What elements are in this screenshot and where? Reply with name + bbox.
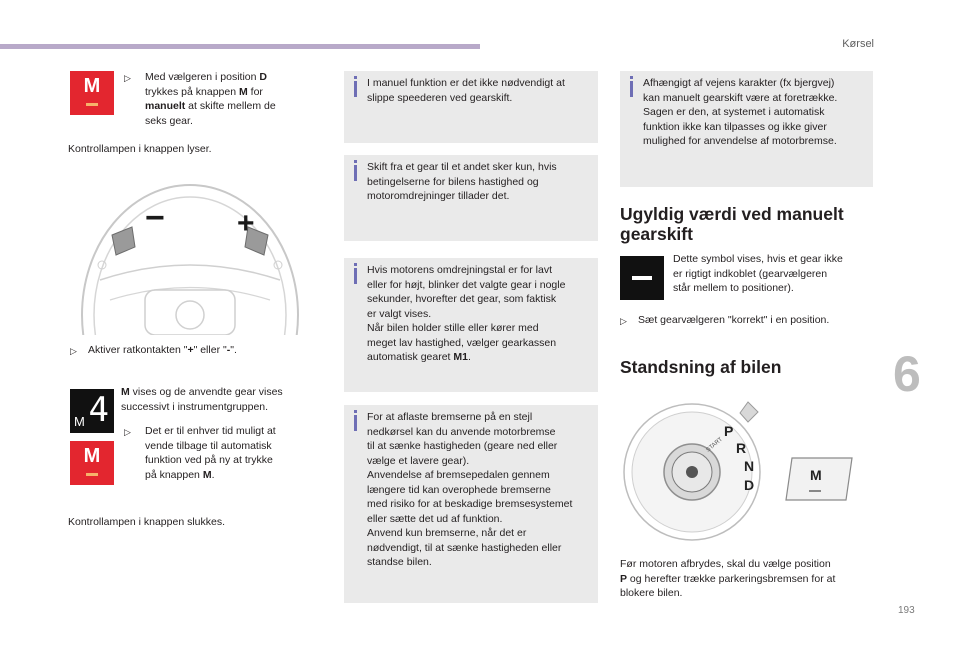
info-line: er valgt vises. — [367, 307, 432, 320]
stop-instruction-text: Før motoren afbrydes, skal du vælge position P og herefter trække parkeringsbremsen for at blokere bilen. — [620, 558, 836, 599]
page-number: 193 — [898, 605, 915, 616]
info-box-4-text — [367, 410, 592, 570]
info-box-2 — [344, 155, 598, 241]
dial-d: D — [744, 477, 755, 493]
m-shown-text: M vises og de anvendte gear vises successivt i instrumentgruppen. — [121, 386, 283, 413]
info-line: standse bilen. — [367, 556, 432, 568]
return-automatic-text: Det er til enhver tid muligt at vende tilbage til automatisk funktion ved på ny at trykke på knappen M. — [145, 425, 276, 481]
info-line: meget lav hastighed, vælger gearkassen — [367, 336, 557, 349]
info-line: eller for højt, blinker det valgte gear i nogle — [367, 278, 566, 291]
gear-display-icon: M 4 — [70, 389, 114, 433]
m-button-icon: M — [70, 71, 114, 115]
bullet-marker: ▷ — [70, 346, 77, 356]
manual-mode-instruction: Med vælgeren i position D trykkes på knappen M for manuelt at skifte mellem de seks gear. — [145, 71, 276, 127]
info-line: motoromdrejninger tillader det. — [367, 190, 510, 202]
invalid-symbol-text: Dette symbol vises, hvis et gear ikke er rigtigt indkoblet (gearvælgeren står mellem to positioner). — [673, 253, 843, 294]
info-line: vælge et lavere gear). — [367, 454, 470, 467]
info-line: For at aflaste bremserne på en stejl — [367, 411, 533, 423]
lamp-on-text: Kontrollampen i knappen lyser. — [68, 143, 212, 155]
bullet-marker: ▷ — [124, 427, 131, 437]
heading-stopping: Standsning af bilen — [620, 357, 782, 377]
info-line: nedkørsel kan du anvende motorbremse — [367, 425, 556, 438]
correct-position-text: Sæt gearvælgeren "korrekt" i en position. — [638, 314, 830, 326]
header-accent-bar — [0, 44, 480, 49]
plus-sign: + — [237, 207, 255, 240]
activate-switch-instruction: Aktiver ratkontakten "+" eller "-". — [88, 344, 237, 356]
info-box-5 — [620, 71, 873, 187]
info-box-3 — [344, 258, 598, 392]
info-box-2-text — [367, 160, 592, 204]
info-line: automatisk gearet — [367, 351, 454, 363]
info-box-5-text — [643, 76, 867, 149]
info-line-bold: M1 — [453, 351, 468, 363]
gear-selector-illustration — [620, 398, 870, 548]
info-box-3-text — [367, 263, 592, 365]
info-line: Hvis motorens omdrejningstal er for lavt — [367, 264, 552, 276]
info-line: Skift fra et gear til et andet sker kun, hvis — [367, 161, 557, 173]
left-paddle-icon — [112, 227, 135, 255]
info-box-1-text — [367, 76, 592, 105]
bullet-marker: ▷ — [620, 316, 627, 326]
start-label: START — [705, 436, 724, 454]
heading-invalid-value: Ugyldig værdi ved manuelt gearskift — [620, 204, 844, 244]
bullet-marker: ▷ — [124, 73, 131, 83]
invalid-gear-icon — [620, 256, 664, 300]
section-title: Kørsel — [842, 38, 874, 50]
info-line: I manuel funktion er det ikke nødvendigt at — [367, 77, 565, 89]
info-line: sekunder, hvorefter det gear, som faktisk — [367, 293, 557, 305]
info-line: mulighed for anvendelse af motorbremse. — [643, 135, 837, 147]
info-line: eller sætte det ud af funktion. — [367, 512, 503, 525]
info-box-1 — [344, 71, 598, 143]
info-line: Anvendelse af bremsepedalen gennem — [367, 469, 550, 481]
chapter-number: 6 — [893, 346, 921, 402]
dial-n: N — [744, 458, 755, 474]
info-line: Når bilen holder stille eller kører med — [367, 322, 539, 334]
lamp-off-text: Kontrollampen i knappen slukkes. — [68, 516, 226, 528]
m-button-icon: M — [70, 441, 114, 485]
dial-r: R — [736, 440, 747, 456]
info-line-end: . — [467, 351, 471, 363]
minus-sign: − — [145, 199, 165, 237]
info-line: Afhængigt af vejens karakter (fx bjergvej) — [643, 77, 835, 89]
info-line: funktion ikke kan tilpasses og ikke giver — [643, 120, 827, 133]
info-line: længere tid kan overophede bremserne — [367, 483, 551, 496]
info-line: kan manuelt gearskift være at foretrække. — [643, 91, 838, 104]
info-line: til at sænke hastigheden (geare ned eller — [367, 440, 558, 452]
svg-text:M: M — [810, 467, 822, 483]
info-line: Sagen er den, at systemet i automatisk — [643, 106, 825, 118]
info-line: slippe speederen ved gearskift. — [367, 91, 513, 104]
info-line: betingelserne for bilens hastighed og — [367, 175, 539, 188]
m-key-icon — [786, 458, 852, 500]
info-line: Anvend kun bremserne, når det er — [367, 527, 527, 539]
info-box-4 — [344, 405, 598, 603]
info-line: med risiko for at beskadige bremsesystemet — [367, 498, 573, 510]
dial-p: P — [724, 423, 734, 439]
steering-wheel-illustration — [80, 165, 300, 335]
info-line: nødvendigt, til at sænke hastigheden eller — [367, 541, 562, 554]
